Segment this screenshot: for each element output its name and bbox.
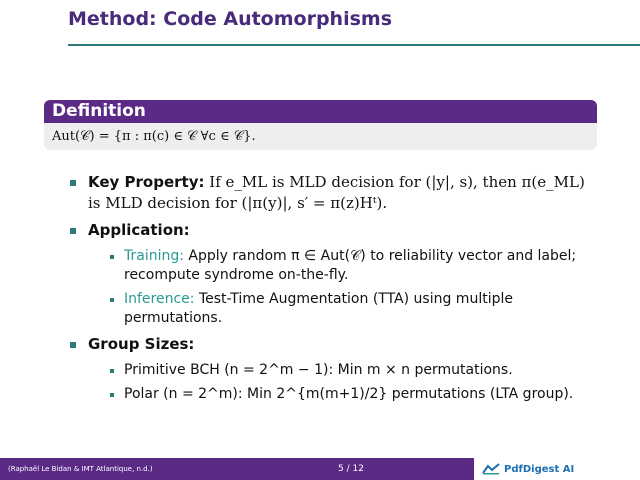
slide-footer [0,458,640,480]
footer-citation: (Raphaël Le Bidan & IMT Atlantique, n.d.) [8,465,153,473]
subitem-bch [110,361,590,380]
subitem-polar [110,385,590,404]
bullet-application [70,220,590,328]
bullet-key-property [70,172,590,214]
small-square-bullet-icon [110,369,114,373]
subitem-inference [110,290,590,328]
small-square-bullet-icon [110,255,114,259]
square-bullet-icon [70,180,76,186]
key-property-label: Key Property: [88,173,205,191]
square-bullet-icon [70,342,76,348]
slide-content [70,172,590,410]
title-divider [68,44,640,46]
page-number: 5 / 12 [338,464,364,474]
polar-text: Polar (n = 2^m): Min 2^{m(m+1)/2} permutations (LTA group). [124,386,574,402]
bullet-group-sizes [70,334,590,404]
subitem-training [110,247,590,285]
definition-heading: Definition [44,100,597,123]
bch-text: Primitive BCH (n = 2^m − 1): Min m × n permutations. [124,362,513,378]
definition-block [44,100,597,150]
small-square-bullet-icon [110,393,114,397]
inference-text: Test-Time Augmentation (TTA) using multiple permutations. [124,291,513,326]
application-label: Application: [88,221,190,239]
application-subitems [110,247,590,328]
square-bullet-icon [70,228,76,234]
group-sizes-label: Group Sizes: [88,335,195,353]
key-property-text: If e_ML is MLD decision for (|y|, s), then π(e_ML) is MLD decision for (|π(y)|, s′ = π(z)Hᵗ). [88,173,585,212]
training-label: Training: [124,248,184,264]
brand-badge [474,458,640,480]
slide-title: Method: Code Automorphisms [68,8,393,30]
brand-name: PdfDigest AI [504,463,575,475]
definition-formula: Aut(𝒞) = {π : π(c) ∈ 𝒞 ∀c ∈ 𝒞}. [44,123,597,150]
inference-label: Inference: [124,291,195,307]
pdfdigest-logo-icon [482,463,500,475]
group-sizes-subitems [110,361,590,404]
training-text: Apply random π ∈ Aut(𝒞) to reliability vector and label; recompute syndrome on-the-fly. [124,248,577,283]
small-square-bullet-icon [110,298,114,302]
